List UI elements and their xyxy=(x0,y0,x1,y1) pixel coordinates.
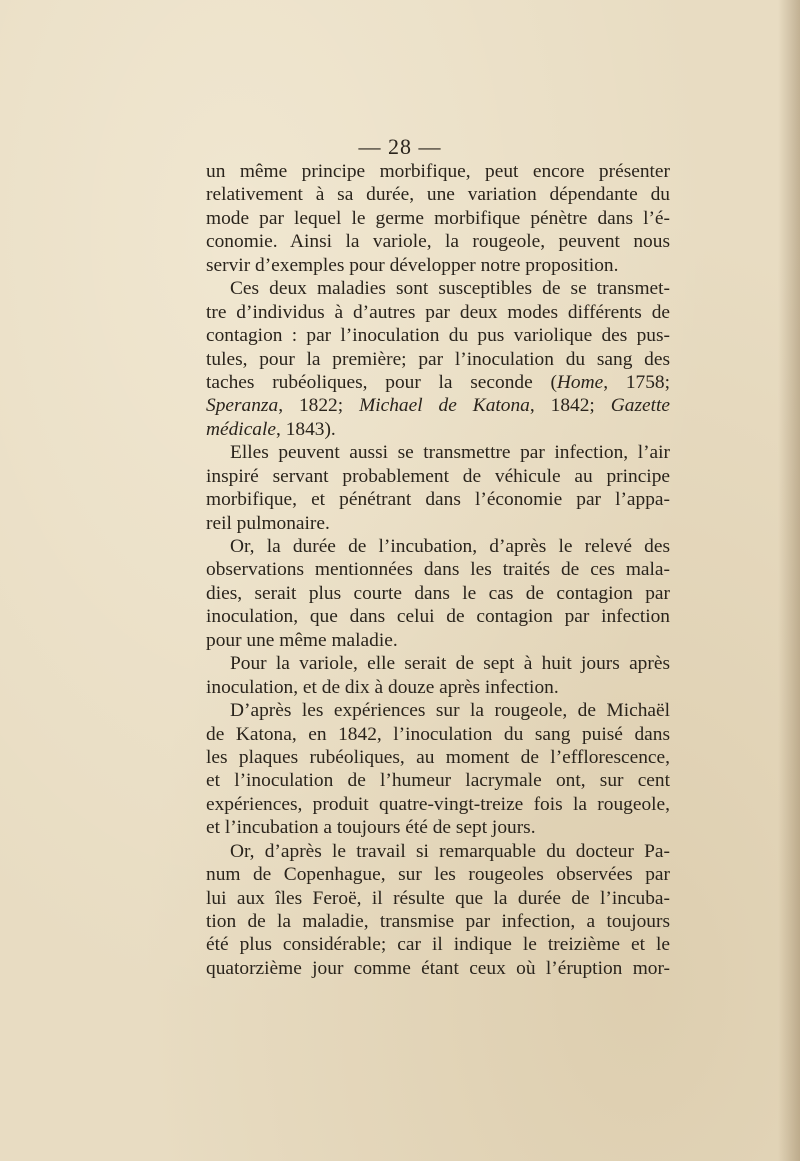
text-line: lui aux îles Feroë, il résulte que la durée de l’incuba- xyxy=(206,887,670,909)
text-line: Or, la durée de l’incubation, d’après le relevé des xyxy=(230,536,670,557)
text-line: quatorzième jour comme étant ceux où l’éruption mor- xyxy=(206,957,670,979)
text-line: un même principe morbifique, peut encore présenter xyxy=(206,161,670,182)
text-line: Elles peuvent aussi se transmettre par infection, l’air xyxy=(230,442,670,464)
text-line: Ces deux maladies sont susceptibles de se transmet- xyxy=(230,278,670,300)
text-line: reil pulmonaire. xyxy=(206,512,330,534)
text-line: été plus considérable; car il indique le treizième et le xyxy=(206,934,670,956)
text-line: expériences, produit quatre-vingt-treize fois la rougeole, xyxy=(206,793,670,815)
text-line: et l’incubation a toujours été de sept jours. xyxy=(206,817,536,839)
text-line: tules, pour la première; par l’inoculation du sang des xyxy=(206,348,670,370)
text-line: dies, serait plus courte dans le cas de contagion par xyxy=(206,582,670,604)
text-line: num de Copenhague, sur les rougeoles observées par xyxy=(206,864,670,886)
text-line: et l’inoculation de l’humeur lacrymale ont, sur cent xyxy=(206,770,670,792)
text-line: inspiré servant probablement de véhicule au principe xyxy=(206,465,670,487)
text-line: contagion : par l’inoculation du pus variolique des pus- xyxy=(206,325,670,347)
page-number: — 28 — xyxy=(358,134,442,159)
text-line: de Katona, en 1842, l’inoculation du sang puisé dans xyxy=(206,723,670,745)
text-line: conomie. Ainsi la variole, la rougeole, peuvent nous xyxy=(206,231,670,253)
text-line: D’après les expériences sur la rougeole, de Michaël xyxy=(230,700,670,722)
text-line: inoculation, que dans celui de contagion par infection xyxy=(206,606,670,628)
text-line: pour une même maladie. xyxy=(206,629,398,651)
body-text xyxy=(206,160,670,980)
text-line: Pour la variole, elle serait de sept à huit jours après xyxy=(230,653,670,675)
text-line: taches rubéoliques, pour la seconde (Home, 1758; xyxy=(206,371,670,393)
text-line: Or, d’après le travail si remarquable du docteur Pa- xyxy=(230,840,670,862)
text-line: servir d’exemples pour développer notre proposition. xyxy=(206,254,619,276)
text-line: inoculation, et de dix à douze après infection. xyxy=(206,676,559,698)
text-line: tre d’individus à d’autres par deux modes différents de xyxy=(206,301,670,323)
text-line: morbifique, et pénétrant dans l’économie par l’appa- xyxy=(206,489,670,511)
text-line: mode par lequel le germe morbifique pénètre dans l’é- xyxy=(206,207,670,229)
text-line: relativement à sa durée, une variation dépendante du xyxy=(206,184,670,206)
text-line: Speranza, 1822; Michael de Katona, 1842; Gazette xyxy=(206,395,670,417)
text-line: les plaques rubéoliques, au moment de l’efflorescence, xyxy=(206,746,670,768)
text-line: observations mentionnées dans les traités de ces mala- xyxy=(206,559,670,581)
text-line: tion de la maladie, transmise par infection, a toujours xyxy=(206,911,670,932)
text-line: médicale, 1843). xyxy=(206,418,336,440)
page-edge-shadow xyxy=(778,0,800,1161)
